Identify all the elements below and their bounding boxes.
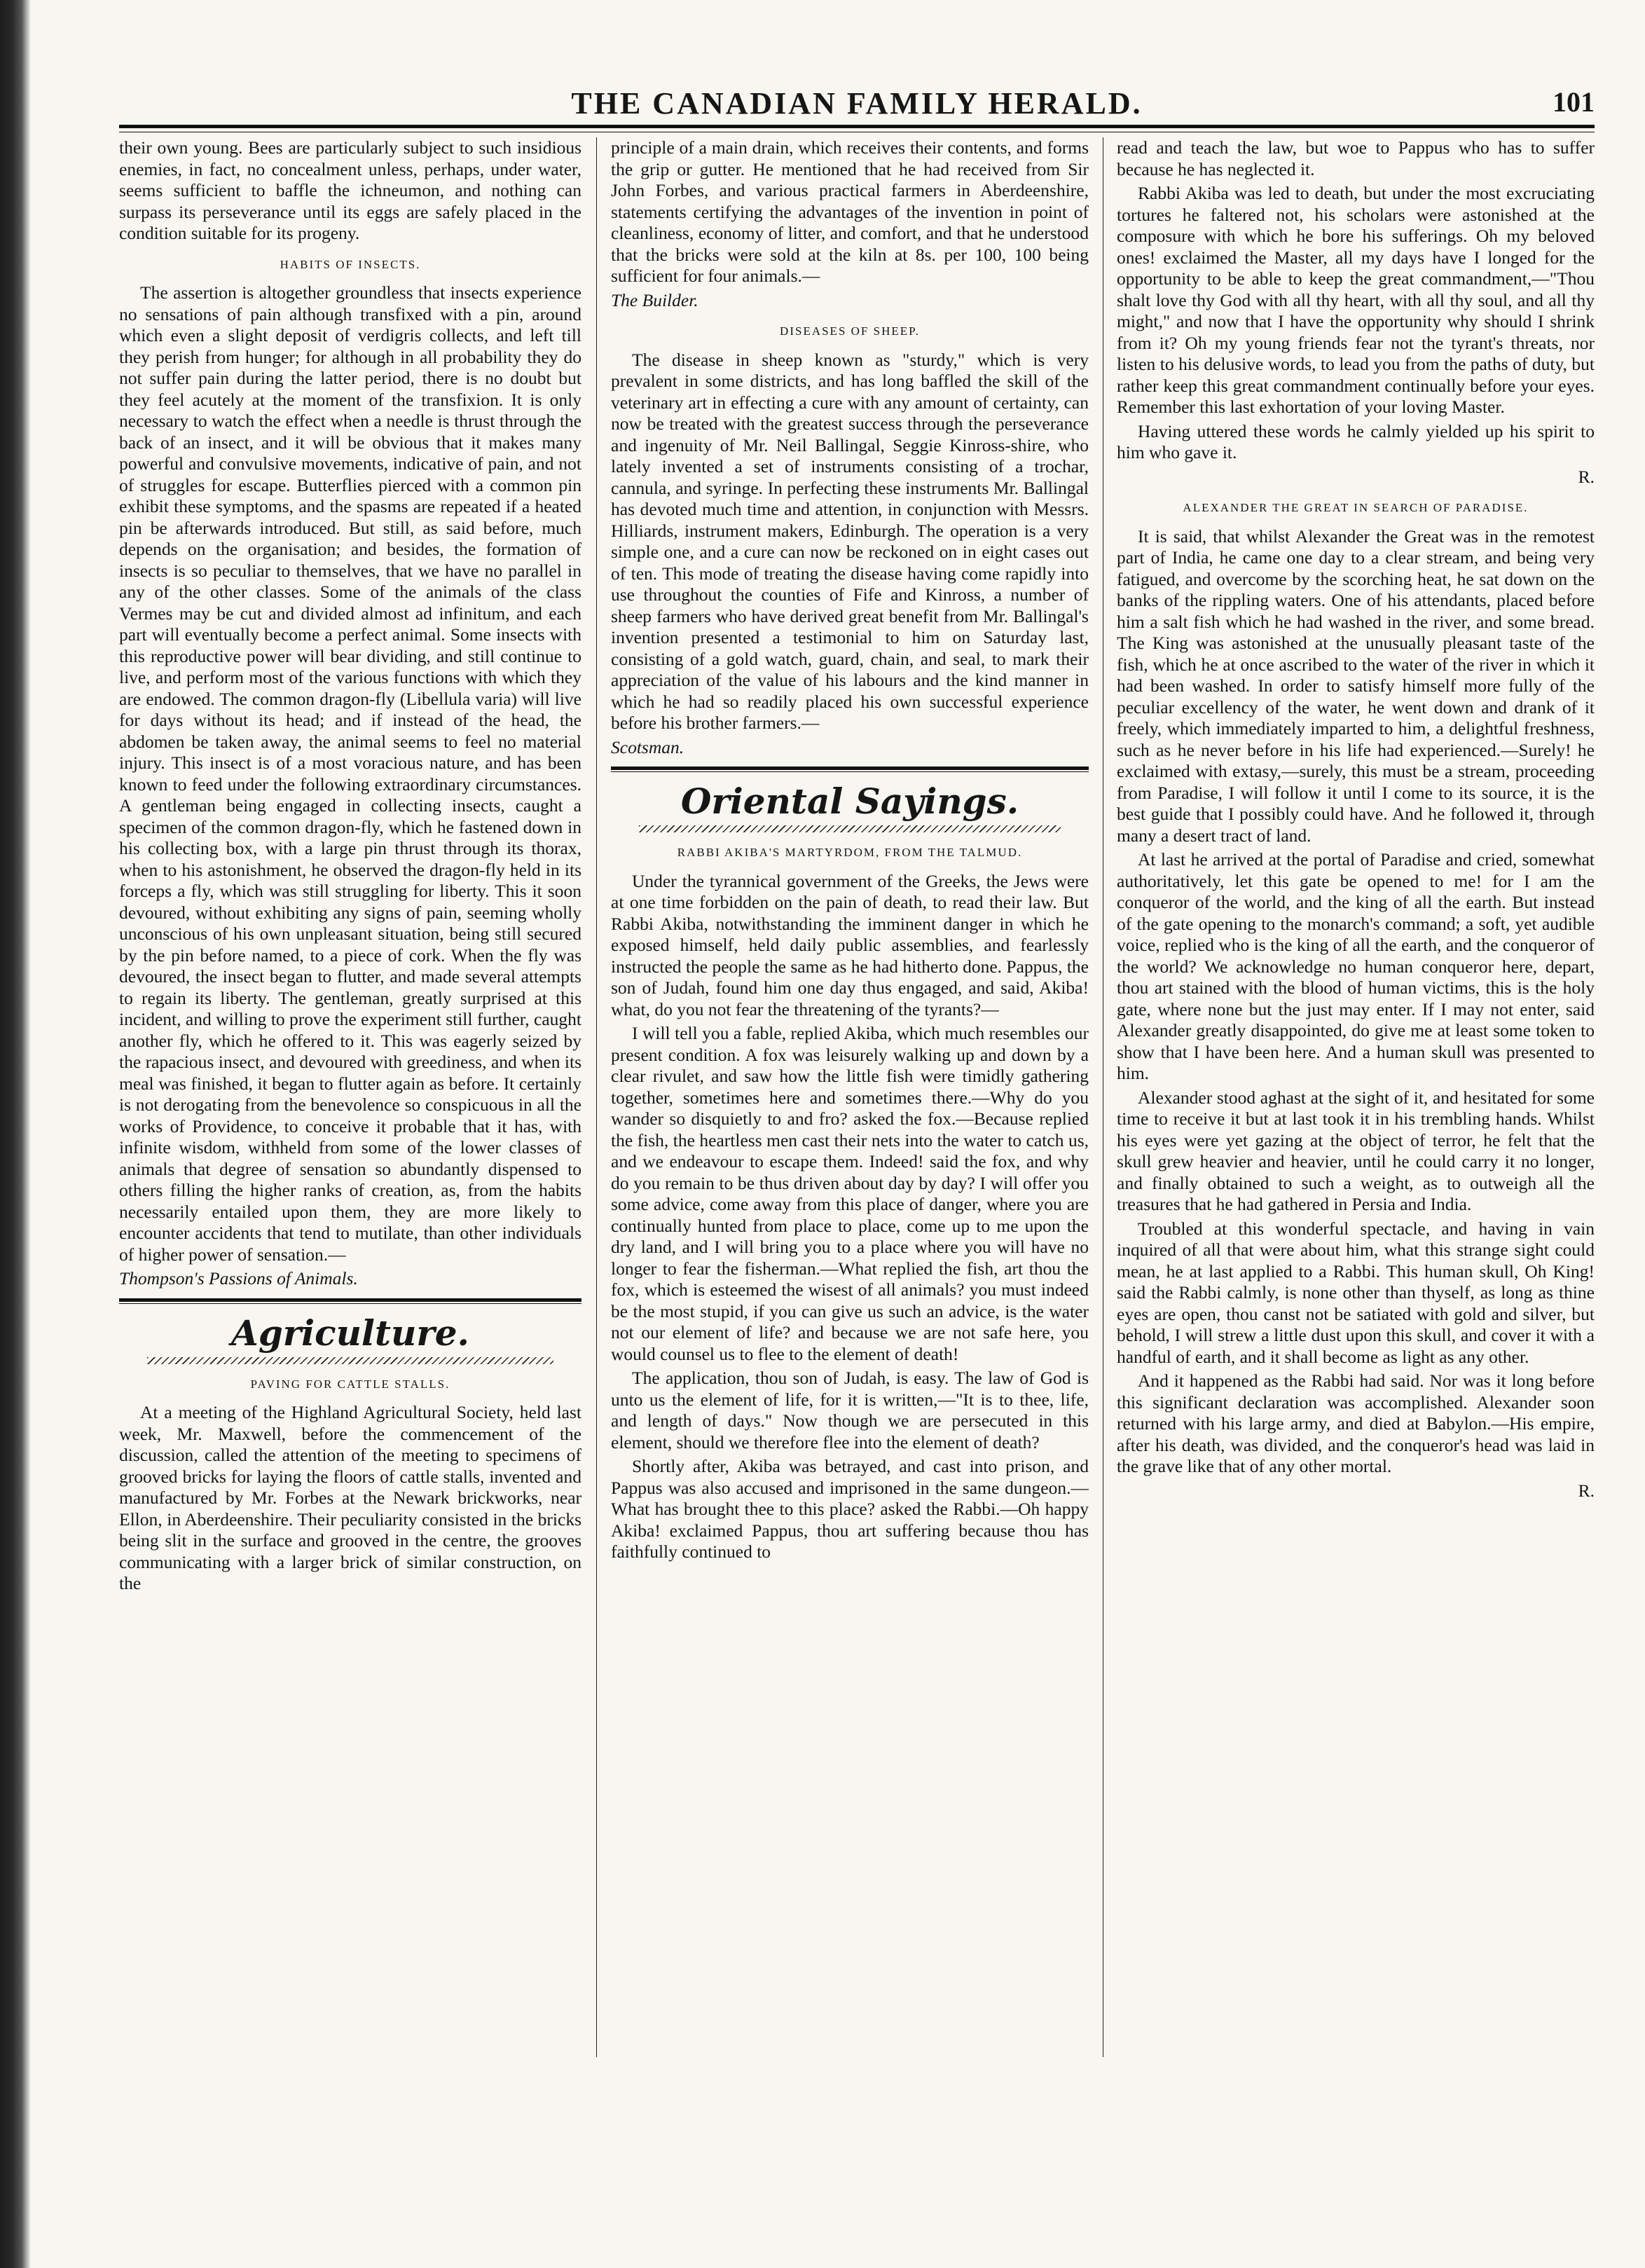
source-citation (611, 290, 1089, 312)
column-2 (611, 137, 1089, 2078)
wavy-rule (639, 825, 1061, 832)
paragraph: Alexander stood aghast at the sight of it, and hesitated for some time to receive it but at last took it in his trembling hands. Whilst his eyes were yet gazing at the object of terror, he felt that the skull grew heavier and heavier, until he could carry it no longer, and finally obtained to such a weight, as to outweigh all the treasures that he had gathered in Persia and India. (1117, 1087, 1595, 1214)
paragraph: And it happened as the Rabbi had said. Nor was it long before this significant declaration was accomplished. Alexander soon returned with his large army, and died at Babylon.—His empire, after his death, was divided, and the conqueror's head was laid in the grave like that of any other mortal. (1117, 1370, 1595, 1476)
paragraph: At a meeting of the Highland Agricultural Society, held last week, Mr. Maxwell, before the commencement of the discussion, called the attention of the meeting to specimens of grooved bricks for laying the floors of cattle stalls, invented and manufactured by Mr. Forbes at the Newark brickworks, near Ellon, in Aberdeenshire. Their peculiarity consisted in the bricks being slit in the surface and grooved in the centre, the grooves communicating with a larger brick of similar construction, on the (119, 1402, 581, 1593)
masthead-title: THE CANADIAN FAMILY HERALD. (571, 86, 1143, 121)
wavy-rule (147, 1357, 553, 1364)
scan-binding-edge (0, 0, 31, 2268)
column-1 (119, 137, 581, 2078)
paragraph: Rabbi Akiba was led to death, but under the most excruciating tortures he faltered not, his scholars were astonished at the composure with which he bore his sufferings. Oh my beloved ones! exclaimed the Master, all my days have I longed for the opportunity to be able to keep the great commandment,—"Thou shalt love thy God with all thy heart, with all thy soul, and all thy might," and now that I have the opportunity why should I shrink from it? Oh my young friends fear not the tyrant's threats, nor listen to his delusive words, to lead you from the paths of duty, but rather keep this great commandment continually before your eyes. Remember this last exhortation of your loving Master. (1117, 183, 1595, 417)
page-header (119, 85, 1595, 119)
paragraph: I will tell you a fable, replied Akiba, which much resembles our present condition. A fox was leisurely walking up and down by a clear rivulet, and saw how the little fish were timidly gathering together, sometimes here and sometimes there.—Why do you wander so disquietly to and fro? asked the fox.—Because replied the fish, the heartless men cast their nets into the water to catch us, and we endeavour to escape them. Indeed! said the fox, and why do you remain to be thus driven about day by day? I will offer you some advice, come away from this place of danger, where you are continually hunted from place to place, come up to me upon the dry land, and I will bring you to a place where you will have no longer to fear the fisherman.—What replied the fish, art thou the fox, which is esteemed the wisest of all animals? you must indeed be the most stupid, if you can give us such an advice, is the water not our element of life? and because we are not safe here, you would counsel us to flee to the element of death! (611, 1023, 1089, 1364)
source-text: The Builder. (611, 289, 698, 310)
section-rule (119, 1298, 581, 1302)
column-3 (1117, 137, 1595, 2078)
paragraph: Troubled at this wonderful spectacle, and having in vain inquired of all that were about him, what this strange sight could mean, he at last applied to a Rabbi. This human skull, Oh King! said the Rabbi calmly, is none other than thyself, as long as thine eyes are open, thou canst not be satiated with gold and silver, but behold, I will strew a little dust upon this skull, and cover it with a handful of earth, and it shall become as light as any other. (1117, 1218, 1595, 1367)
source-text: Thompson's Passions of Animals. (119, 1268, 358, 1288)
page-number: 101 (1553, 86, 1595, 118)
subheading-rabbi-akiba: RABBI AKIBA'S MARTYRDOM, FROM THE TALMUD. (677, 846, 1023, 859)
section-rule (611, 767, 1089, 770)
section-rule-thin (119, 1303, 581, 1304)
paragraph: read and teach the law, but woe to Pappus who has to suffer because he has neglected it. (1117, 137, 1595, 179)
section-heading-oriental-sayings: Oriental Sayings. (680, 781, 1019, 822)
paragraph: The disease in sheep known as "sturdy," which is very prevalent in some districts, and has long baffled the skill of the veterinary art in effecting a cure with any amount of certainty, can now be treated with the greatest success through the perseverance and ingenuity of Mr. Neil Ballingal, Seggie Kinross-shire, who lately invented a set of instruments consisting of a trochar, cannula, and syringe. In perfecting these instruments Mr. Ballingal has devoted much time and attention, in conjunction with Messrs. Hilliards, instrument makers, Edinburgh. The operation is a very simple one, and a cure can now be reckoned on in eight cases out of ten. This mode of treating the disease having come rapidly into use throughout the counties of Fife and Kinross, a number of sheep farmers who have derived great benefit from Mr. Ballingal's invention presented a testimonial to him on Saturday last, consisting of a gold watch, guard, chain, and seal, to mark their appreciation of the value of his labours and the kind manner in which he had so readily placed his own successful experience before his brother farmers.— (611, 349, 1089, 733)
subheading-paving-cattle-stalls: PAVING FOR CATTLE STALLS. (250, 1377, 450, 1391)
section-rule-thin (611, 771, 1089, 772)
paragraph: The assertion is altogether groundless that insects experience no sensations of pain although transfixed with a pin, around which even a slight deposit of verdigris collects, and left till they perish from hunger; for although in all probability they do not suffer pain during the latter period, there is no doubt but they feel acutely at the moment of the transfixion. It is only necessary to watch the effect when a needle is thrust through the back of an insect, and it will be obvious that it makes many powerful and convulsive movements, indicative of pain, and not of struggles for escape. Butterflies pierced with a common pin exhibit these symptoms, and the spasms are repeated if a heated pin be afterwards introduced. But still, as said before, much depends on the organisation; and besides, the formation of insects is so peculiar to themselves, that we have no parallel in any of the other classes. Some of the animals of the class Vermes may be cut and divided almost ad infinitum, and each part will eventually become a perfect animal. Some insects with this reproductive power will bear dividing, and still continue to live, and perform most of the various functions with which they are endowed. The common dragon-fly (Libellula varia) will live for days without its head; and if instead of the head, the abdomen be taken away, the animal seems to feel no material injury. This insect is of a most voracious nature, and has been known to feed under the following extraordinary circumstances. A gentleman being engaged in collecting insects, caught a specimen of the common dragon-fly, which he fastened down in his collecting box, with a large pin thrust through its thorax, when to his astonishment, he observed the dragon-fly held in its forceps a fly, which was still struggling for liberty. This it soon devoured, without exhibiting any signs of pain, seeming wholly unconscious of his own unpleasant situation, being still secured by the pin before named, to a piece of cork. When the fly was devoured, the insect began to flutter, and made several attempts to regain its liberty. The gentleman, greatly surprised at this incident, and willing to prove the experiment still further, caught another fly, which he offered to it. This was eagerly seized by the rapacious insect, and devoured with greediness, and when its meal was finished, it began to flutter again as before. It certainly is not derogating from the benevolence so conspicuous in all the works of Providence, to conceive it probable that it has, with infinite wisdom, withheld from some of the lower classes of animals that degree of sensation so abundantly dispensed to others filling the higher ranks of creation, as, from the habits necessarily entailed upon them, they are more likely to encounter accidents that tend to mutilate, than other individuals of higher power of sensation.— (119, 282, 581, 1265)
paragraph: Having uttered these words he calmly yielded up his spirit to him who gave it. (1117, 420, 1595, 462)
signature: R. (1578, 1480, 1595, 1501)
paragraph: It is said, that whilst Alexander the Great was in the remotest part of India, he came one day to a clear stream, and being very fatigued, and overcome by the scorching heat, he sat down on the banks of the rippling waters. One of his attendants, placed before him a salt fish which he had washed in the river, and some bread. The King was astonished at the unusually pleasant taste of the fish, which he at once ascribed to the water of the river in which it had been washed. In order to satisfy himself more fully of the peculiar excellency of the water, he went down and drank of it freely, which immediately imparted to him, a delightful freshness, such as he never before in his life had experienced.—Surely! he exclaimed with extasy,—surely, this must be a stream, proceeding from Paradise, I will follow it until I come to its source, it is the best guide that I possibly could have. And he followed it, through many a desert tract of land. (1117, 525, 1595, 846)
paragraph: Shortly after, Akiba was betrayed, and cast into prison, and Pappus was also accused and imprisoned in the same dungeon.—What has brought thee to this place? asked the Rabbi.—Oh happy Akiba! exclaimed Pappus, thou art suffering because thou has faithfully continued to (611, 1456, 1089, 1562)
source-citation (611, 737, 1089, 759)
signature: R. (1578, 466, 1595, 487)
paragraph: principle of a main drain, which receives their contents, and forms the grip or gutter. He mentioned that he had received from Sir John Forbes, and various practical farmers in Aberdeenshire, statements certifying the advantages of the invention in point of cleanliness, economy of litter, and comfort, and that he understood that the bricks were sold at the kiln at 8s. per 100, 100 being sufficient for four animals.— (611, 137, 1089, 286)
header-rule (119, 125, 1595, 128)
section-heading-agriculture: Agriculture. (231, 1312, 469, 1354)
subheading-diseases-of-sheep: DISEASES OF SHEEP. (780, 324, 920, 338)
source-citation (119, 1268, 581, 1290)
paragraph: At last he arrived at the portal of Paradise and cried, somewhat authoritatively, let this gate be opened to me! for I am the conqueror of the world, and the king of all the earth. But instead of the gate opening to the monarch's command; a soft, yet audible voice, replied who is the king of all the earth, and the conqueror of the world? We acknowledge no human conqueror here, depart, thou art stained with the blood of human victims, this is the holy gate, where none but the just may enter. If I may not enter, said Alexander greatly disappointed, do give me at least some token to show that I have been here. And a human skull was presented to him. (1117, 849, 1595, 1083)
subheading-habits-of-insects: HABITS OF INSECTS. (280, 257, 421, 271)
source-text: Scotsman. (611, 736, 684, 757)
paragraph: The application, thou son of Judah, is easy. The law of God is unto us the element of life, for it is written,—"It is to thee, life, and length of days." Now though we are persecuted in this element, should we therefore flee into the element of death? (611, 1368, 1089, 1452)
paragraph: their own young. Bees are particularly subject to such insidious enemies, in fact, no concealment unless, perhaps, under water, seems sufficient to baffle the ichneumon, and nothing can surpass its perseverance until its eggs are safely placed in the condition suitable for its progeny. (119, 137, 581, 243)
paragraph: Under the tyrannical government of the Greeks, the Jews were at one time forbidden on the pain of death, to read their law. But Rabbi Akiba, notwithstanding the imminent danger in which he exposed himself, held daily public assemblies, and fearlessly instructed the people the same as he had hitherto done. Pappus, the son of Judah, found him one day thus engaged, and said, Akiba! what, do you not fear the threatening of the tyrants?— (611, 870, 1089, 1019)
column-divider-1 (596, 137, 597, 2057)
subheading-alexander-paradise: ALEXANDER THE GREAT IN SEARCH OF PARADISE. (1183, 501, 1529, 514)
